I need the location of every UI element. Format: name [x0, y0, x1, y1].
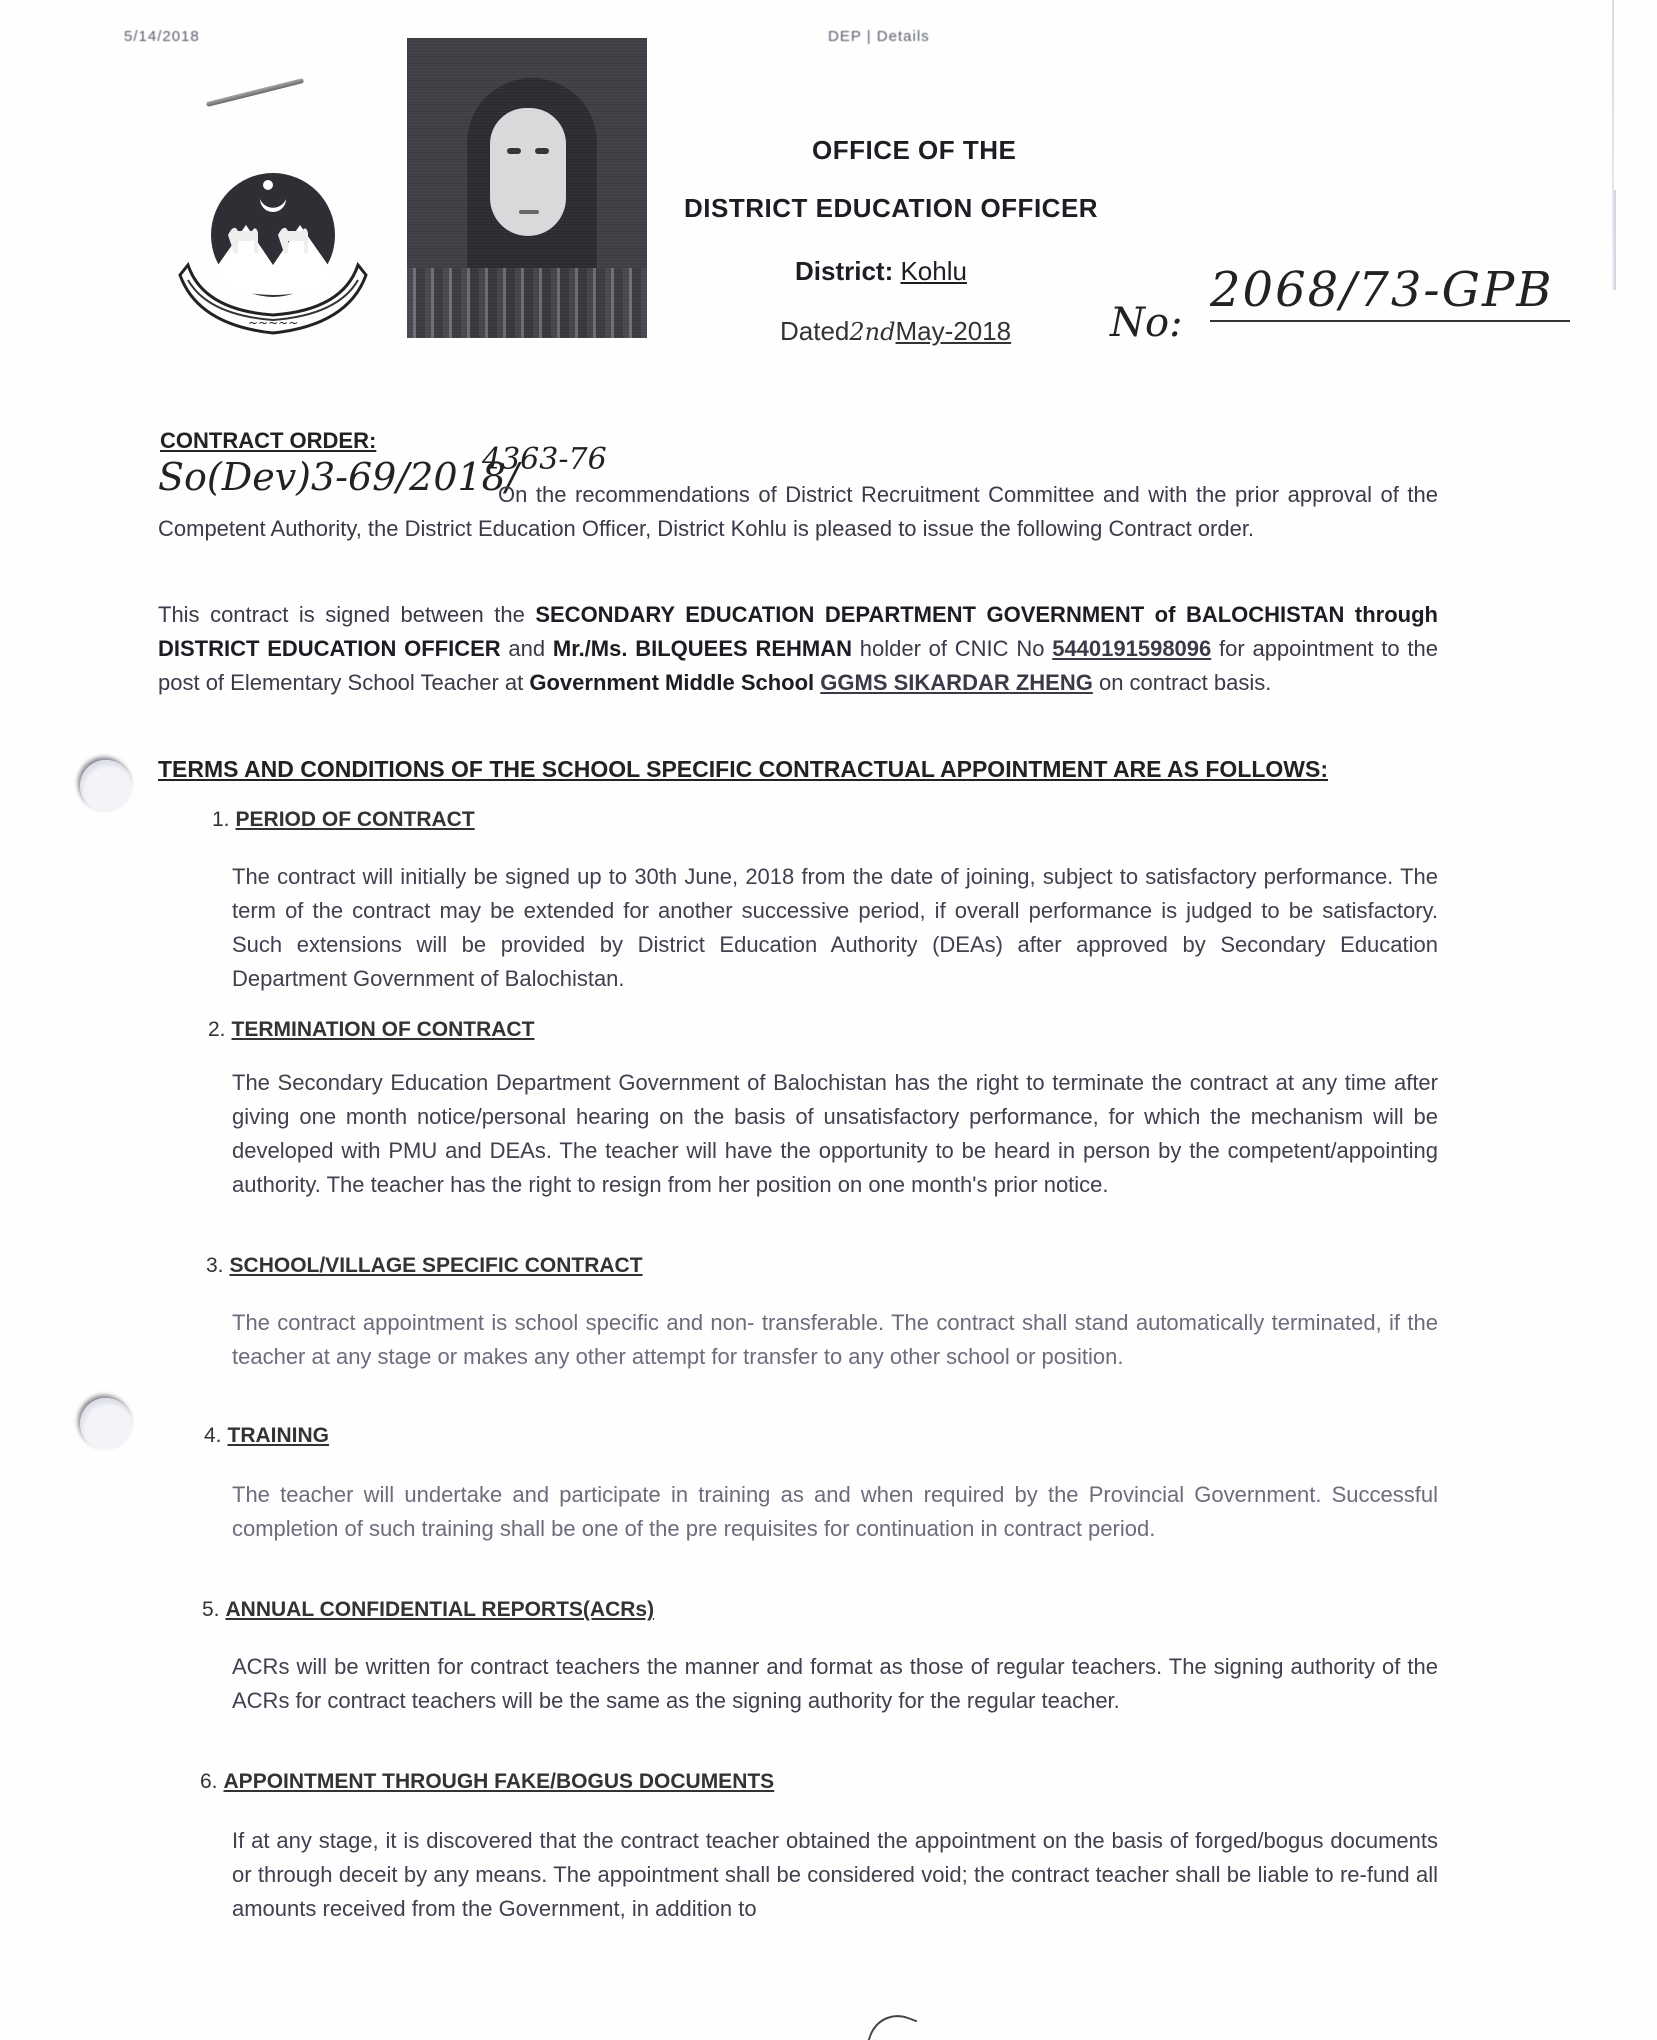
terms-heading: TERMS AND CONDITIONS OF THE SCHOOL SPECIFIC CONTRACTUAL APPOINTMENT ARE AS FOLLOWS: [158, 756, 1329, 782]
department-name: SECONDARY EDUCATION DEPARTMENT GOVERNMENT of BALOCHISTAN through DISTRICT EDUCATION OFFICER [158, 602, 1438, 661]
section-6-heading [200, 1770, 774, 1794]
letterhead-office-line-1: OFFICE OF THE [812, 135, 1017, 165]
contract-order-heading: CONTRACT ORDER: [160, 428, 377, 453]
section-title: APPOINTMENT THROUGH FAKE/BOGUS DOCUMENTS [223, 1770, 775, 1793]
and-text: and [500, 636, 553, 661]
school-type: Government Middle School [529, 670, 821, 695]
section-number: 1. [212, 808, 230, 831]
appointee-photo [407, 38, 647, 338]
section-number: 5. [202, 1598, 220, 1621]
section-title: ANNUAL CONFIDENTIAL REPORTS(ACRs) [225, 1598, 655, 1621]
number-label: No: [1110, 300, 1183, 346]
section-title: TERMINATION OF CONTRACT [231, 1018, 535, 1041]
section-title: PERIOD OF CONTRACT [235, 808, 475, 831]
section-2-heading [208, 1018, 534, 1042]
section-number: 4. [204, 1424, 222, 1447]
section-3-heading [206, 1254, 643, 1278]
section-2-body: The Secondary Education Department Government of Balochistan has the right to terminate the contract at any time after giving one month notice/personal hearing on the basis of unsatisfactory performance, for which the mechanism will be developed with PMU and DEAs. The teacher will have the opportunity to be heard in person by the competent/appointing authority. The teacher has the right to resign from her position on one month's prior notice. [232, 1070, 1438, 1197]
dated-day-handwritten: 2nd [849, 318, 896, 346]
number-value-handwritten: 2068/73-GPB [1210, 262, 1570, 322]
cnic-label: holder of CNIC No [852, 636, 1053, 661]
dated-label: Dated [780, 316, 850, 346]
punch-hole [80, 1398, 132, 1450]
signature-stroke [863, 2007, 918, 2040]
reference-number-handwritten: So(Dev)3-69/2018/ [158, 455, 519, 499]
reference-number-handwritten-2: 4363-76 [482, 442, 607, 477]
appointee-name: Mr./Ms. BILQUEES REHMAN [552, 636, 852, 661]
district-value: Kohlu [900, 256, 967, 286]
section-4-heading [204, 1424, 329, 1448]
section-number: 6. [200, 1770, 218, 1793]
section-6-body: If at any stage, it is discovered that the contract teacher obtained the appointment on the basis of forged/bogus documents or through deceit by any means. The appointment shall be considered void; the contract teacher shall be liable to re-fund all amounts received from the Government, in addition to [232, 1828, 1438, 1921]
section-number: 3. [206, 1254, 224, 1277]
contract-intro-paragraph: On the recommendations of District Recruitment Committee and with the prior approval of the Competent Authority, the District Education Officer, District Kohlu is pleased to issue the following Contract order. [158, 482, 1438, 541]
section-1-body: The contract will initially be signed up to 30th June, 2018 from the date of joining, subject to satisfactory performance. The term of the contract may be extended for another successive period, if overall performance is judged to be satisfactory. Such extensions will be provided by District Education Authority (DEAs) after approved by Secondary Education Department Government of Balochistan. [232, 864, 1438, 991]
scan-edge-line [1614, 190, 1616, 290]
staple-mark [206, 78, 304, 107]
section-5-heading [202, 1598, 654, 1622]
section-5-body: ACRs will be written for contract teachers the manner and format as those of regular teachers. The signing authority of the ACRs for contract teachers will be the same as the signing authority for the regular teacher. [232, 1654, 1438, 1713]
post-text: for appointment to the post of Elementary School Teacher at [158, 636, 1438, 695]
letterhead-district [795, 256, 967, 287]
section-1-heading [212, 808, 475, 832]
scan-print-date: 5/14/2018 [124, 28, 200, 45]
cnic-number: 5440191598096 [1052, 636, 1212, 661]
post-suffix-text: on contract basis. [1092, 670, 1272, 695]
contract-parties-paragraph [158, 598, 1438, 700]
section-4-body: The teacher will undertake and participate in training as and when required by the Provincial Government. Successful completion of such training shall be one of the pre requisites for continuation in contract period. [232, 1482, 1438, 1541]
section-title: SCHOOL/VILLAGE SPECIFIC CONTRACT [229, 1254, 643, 1277]
section-title: TRAINING [227, 1424, 330, 1447]
dated-month-year: May-2018 [895, 316, 1012, 346]
svg-text:~~~~~: ~~~~~ [248, 316, 299, 330]
punch-hole [80, 760, 132, 812]
letterhead-date [780, 316, 1011, 347]
signed-between-text: This contract is signed between the [158, 602, 536, 627]
scan-print-title: DEP | Details [828, 28, 930, 45]
district-label: District: [795, 256, 901, 286]
photo-scan-noise [407, 38, 647, 338]
school-name: GGMS SIKARDAR ZHENG [820, 670, 1093, 695]
section-3-body: The contract appointment is school specific and non- transferable. The contract shall stand automatically terminated, if the teacher at any stage or makes any other attempt for transfer to any other school or position. [232, 1310, 1438, 1369]
section-number: 2. [208, 1018, 226, 1041]
letterhead-office-line-2: DISTRICT EDUCATION OFFICER [684, 193, 1099, 223]
balochistan-emblem-icon [168, 155, 378, 345]
